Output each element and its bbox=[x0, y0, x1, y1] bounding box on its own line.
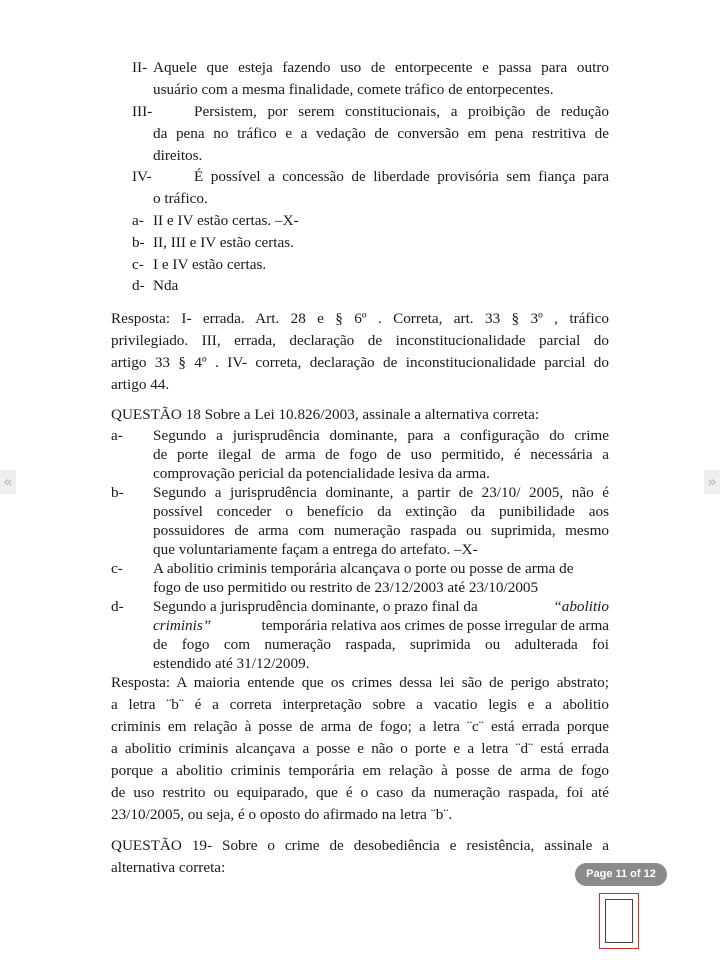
option-text bbox=[153, 617, 609, 635]
option-text: A abolitio criminis temporária alcançava o porte ou posse de arma de bbox=[153, 560, 574, 577]
option-text: de fogo com numeração raspada, suprimida ou adulterada foi bbox=[153, 636, 609, 653]
answer-paragraph: 23/10/2005, ou seja, é o oposto do afirmado na letra ¨b¨. bbox=[111, 806, 453, 823]
option-letter: d- bbox=[111, 598, 124, 615]
option-text: comprovação pericial da potencialidade lesiva da arma. bbox=[153, 465, 490, 482]
question-title: QUESTÃO 19- Sobre o crime de desobediência e resistência, assinale a bbox=[111, 837, 609, 854]
option-text: estendido até 31/12/2009. bbox=[153, 655, 310, 672]
item-text: usuário com a mesma finalidade, comete tráfico de entorpecentes. bbox=[153, 81, 554, 98]
item-number: IV- bbox=[132, 168, 152, 185]
page-indicator: Page 11 of 12 bbox=[575, 863, 667, 886]
item-text: direitos. bbox=[153, 147, 203, 164]
option-text: Nda bbox=[153, 277, 179, 294]
question-title: QUESTÃO 18 Sobre a Lei 10.826/2003, assinale a alternativa correta: bbox=[111, 406, 540, 423]
answer-paragraph: a letra ¨b¨ é a correta interpretação sobre a vacatio legis e a abolitio bbox=[111, 696, 609, 713]
option-text-part: temporária relativa aos crimes de posse irregular de arma bbox=[261, 617, 609, 634]
option-letter: a- bbox=[132, 212, 144, 229]
next-page-icon[interactable]: » bbox=[704, 470, 720, 494]
item-text: É possível a concessão de liberdade provisória sem fiança para bbox=[194, 168, 609, 185]
page-thumbnail-icon bbox=[605, 899, 633, 943]
option-text: II, III e IV estão certas. bbox=[153, 234, 294, 251]
item-text: Aquele que esteja fazendo uso de entorpecente e passa para outro bbox=[153, 59, 609, 76]
answer-paragraph: Resposta: I- errada. Art. 28 e § 6º . Correta, art. 33 § 3º , tráfico bbox=[111, 310, 609, 327]
option-letter: c- bbox=[132, 256, 144, 273]
item-text: o tráfico. bbox=[153, 190, 208, 207]
option-text-part: Segundo a jurisprudência dominante, o prazo final da bbox=[153, 598, 478, 615]
page-thumbnail[interactable] bbox=[599, 893, 639, 949]
answer-paragraph: artigo 44. bbox=[111, 376, 170, 393]
italic-term: criminis” bbox=[153, 617, 212, 634]
option-text: I e IV estão certas. bbox=[153, 256, 267, 273]
option-text bbox=[153, 598, 609, 616]
option-text: fogo de uso permitido ou restrito de 23/12/2003 até 23/10/2005 bbox=[153, 579, 539, 596]
option-text: II e IV estão certas. –X- bbox=[153, 212, 299, 229]
item-text: Persistem, por serem constitucionais, a proibição de redução bbox=[194, 103, 609, 120]
answer-paragraph: artigo 33 § 4º . IV- correta, declaração de inconstitucionalidade parcial do bbox=[111, 354, 609, 371]
answer-paragraph: Resposta: A maioria entende que os crimes dessa lei são de perigo abstrato; bbox=[111, 674, 609, 691]
option-text: Segundo a jurisprudência dominante, para a configuração do crime bbox=[153, 427, 609, 444]
question-title: alternativa correta: bbox=[111, 859, 226, 876]
answer-paragraph: a abolitio criminis alcançava a posse e não o porte e a letra ¨d¨ está errada bbox=[111, 740, 609, 757]
option-letter: b- bbox=[132, 234, 145, 251]
answer-paragraph: privilegiado. III, errada, declaração de inconstitucionalidade parcial do bbox=[111, 332, 609, 349]
italic-term: “abolitio bbox=[553, 598, 609, 615]
item-text: da pena no tráfico e a vedação de conversão em pena restritiva de bbox=[153, 125, 609, 142]
option-letter: c- bbox=[111, 560, 123, 577]
option-text: possuidores de arma com numeração raspada ou suprimida, mesmo bbox=[153, 522, 609, 539]
option-text: possível conceder o benefício da extinção da punibilidade aos bbox=[153, 503, 609, 520]
option-letter: b- bbox=[111, 484, 124, 501]
option-text: que voluntariamente façam a entrega do artefato. –X- bbox=[153, 541, 478, 558]
option-letter: a- bbox=[111, 427, 123, 444]
answer-paragraph: criminis em relação à posse de arma de fogo; a letra ¨c¨ está errada porque bbox=[111, 718, 609, 735]
option-text: de porte ilegal de arma de fogo de uso permitido, é necessária a bbox=[153, 446, 609, 463]
item-number: III- bbox=[132, 103, 153, 120]
answer-paragraph: de uso restrito ou equiparado, que é o caso da numeração raspada, foi até bbox=[111, 784, 609, 801]
option-text: Segundo a jurisprudência dominante, a partir de 23/10/ 2005, não é bbox=[153, 484, 609, 501]
previous-page-icon[interactable]: « bbox=[0, 470, 16, 494]
option-letter: d- bbox=[132, 277, 145, 294]
item-number: II- bbox=[132, 59, 148, 76]
answer-paragraph: porque a abolitio criminis temporária em relação à posse de arma de fogo bbox=[111, 762, 609, 779]
